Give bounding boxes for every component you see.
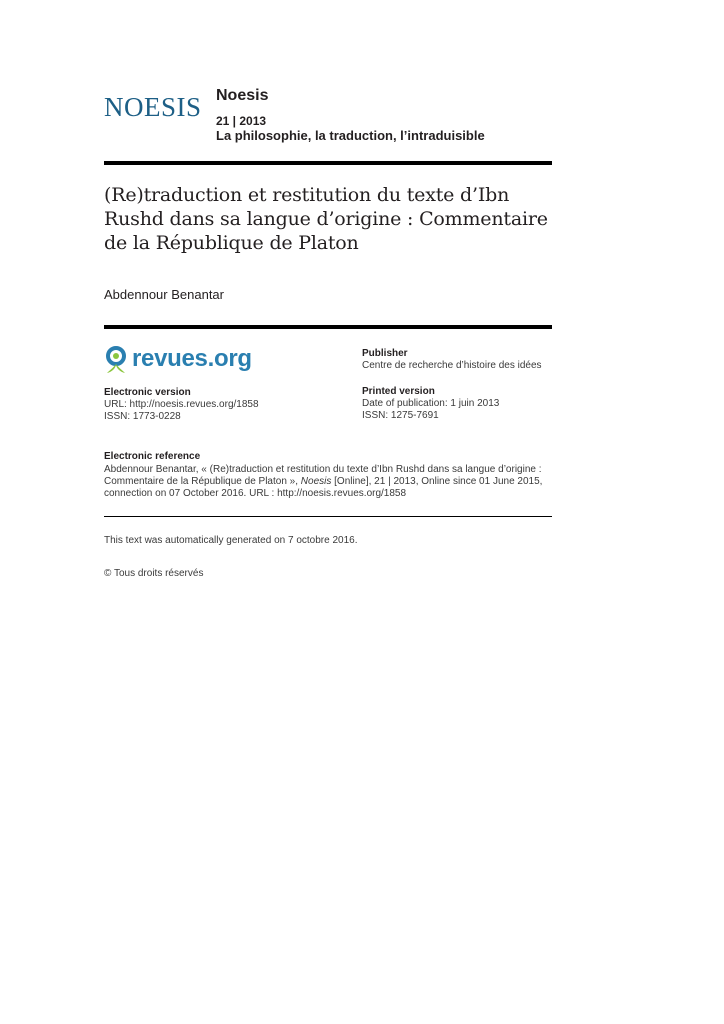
publisher-value: Centre de recherche d’histoire des idées — [362, 360, 542, 371]
noesis-logo — [104, 92, 202, 122]
bottom-divider — [104, 516, 552, 517]
reference-text-before: Abdennour Benantar, « (Re)traduction et restitution du texte d’Ibn Rushd dans sa langue d’origine : Commentaire de la République de Platon », — [104, 464, 542, 488]
article-author: Abdennour Benantar — [104, 287, 224, 302]
generated-note: This text was automatically generated on 7 octobre 2016. — [104, 535, 358, 546]
revues-logo-text: revues.org — [132, 345, 252, 372]
printed-version-block — [362, 386, 562, 422]
electronic-version-label: Electronic version — [104, 387, 191, 398]
reference-text-after: [Online], 21 | 2013, Online since 01 June 2015, connection on 07 October 2016. URL : http://noesis.revues.org/1858 — [104, 476, 543, 500]
printed-version-date: Date of publication: 1 juin 2013 — [362, 398, 500, 409]
issue-theme: La philosophie, la traduction, l’intraduisible — [216, 128, 485, 143]
rights-note: © Tous droits réservés — [104, 568, 204, 579]
electronic-reference-text — [104, 464, 554, 501]
electronic-reference-label: Electronic reference — [104, 451, 201, 462]
article-title: (Re)traduction et restitution du texte d’Ibn Rushd dans sa langue d’origine : Commentaire de la République de Platon — [104, 184, 548, 254]
printed-version-label: Printed version — [362, 386, 435, 397]
electronic-version-url[interactable]: URL: http://noesis.revues.org/1858 — [104, 399, 259, 410]
publisher-block — [362, 348, 562, 372]
electronic-version-block — [104, 387, 344, 423]
journal-name: Noesis — [216, 87, 269, 104]
publisher-label: Publisher — [362, 348, 408, 359]
issue-number: 21 | 2013 — [216, 114, 267, 128]
revues-flower-icon — [104, 346, 128, 376]
printed-version-issn: ISSN: 1275-7691 — [362, 410, 439, 421]
reference-journal-italic: Noesis — [300, 476, 332, 488]
electronic-version-issn: ISSN: 1773-0228 — [104, 411, 181, 422]
noesis-logo-text: NOESIS — [104, 92, 202, 122]
revues-org-logo — [104, 344, 254, 378]
middle-divider — [104, 325, 552, 329]
top-divider — [104, 161, 552, 165]
